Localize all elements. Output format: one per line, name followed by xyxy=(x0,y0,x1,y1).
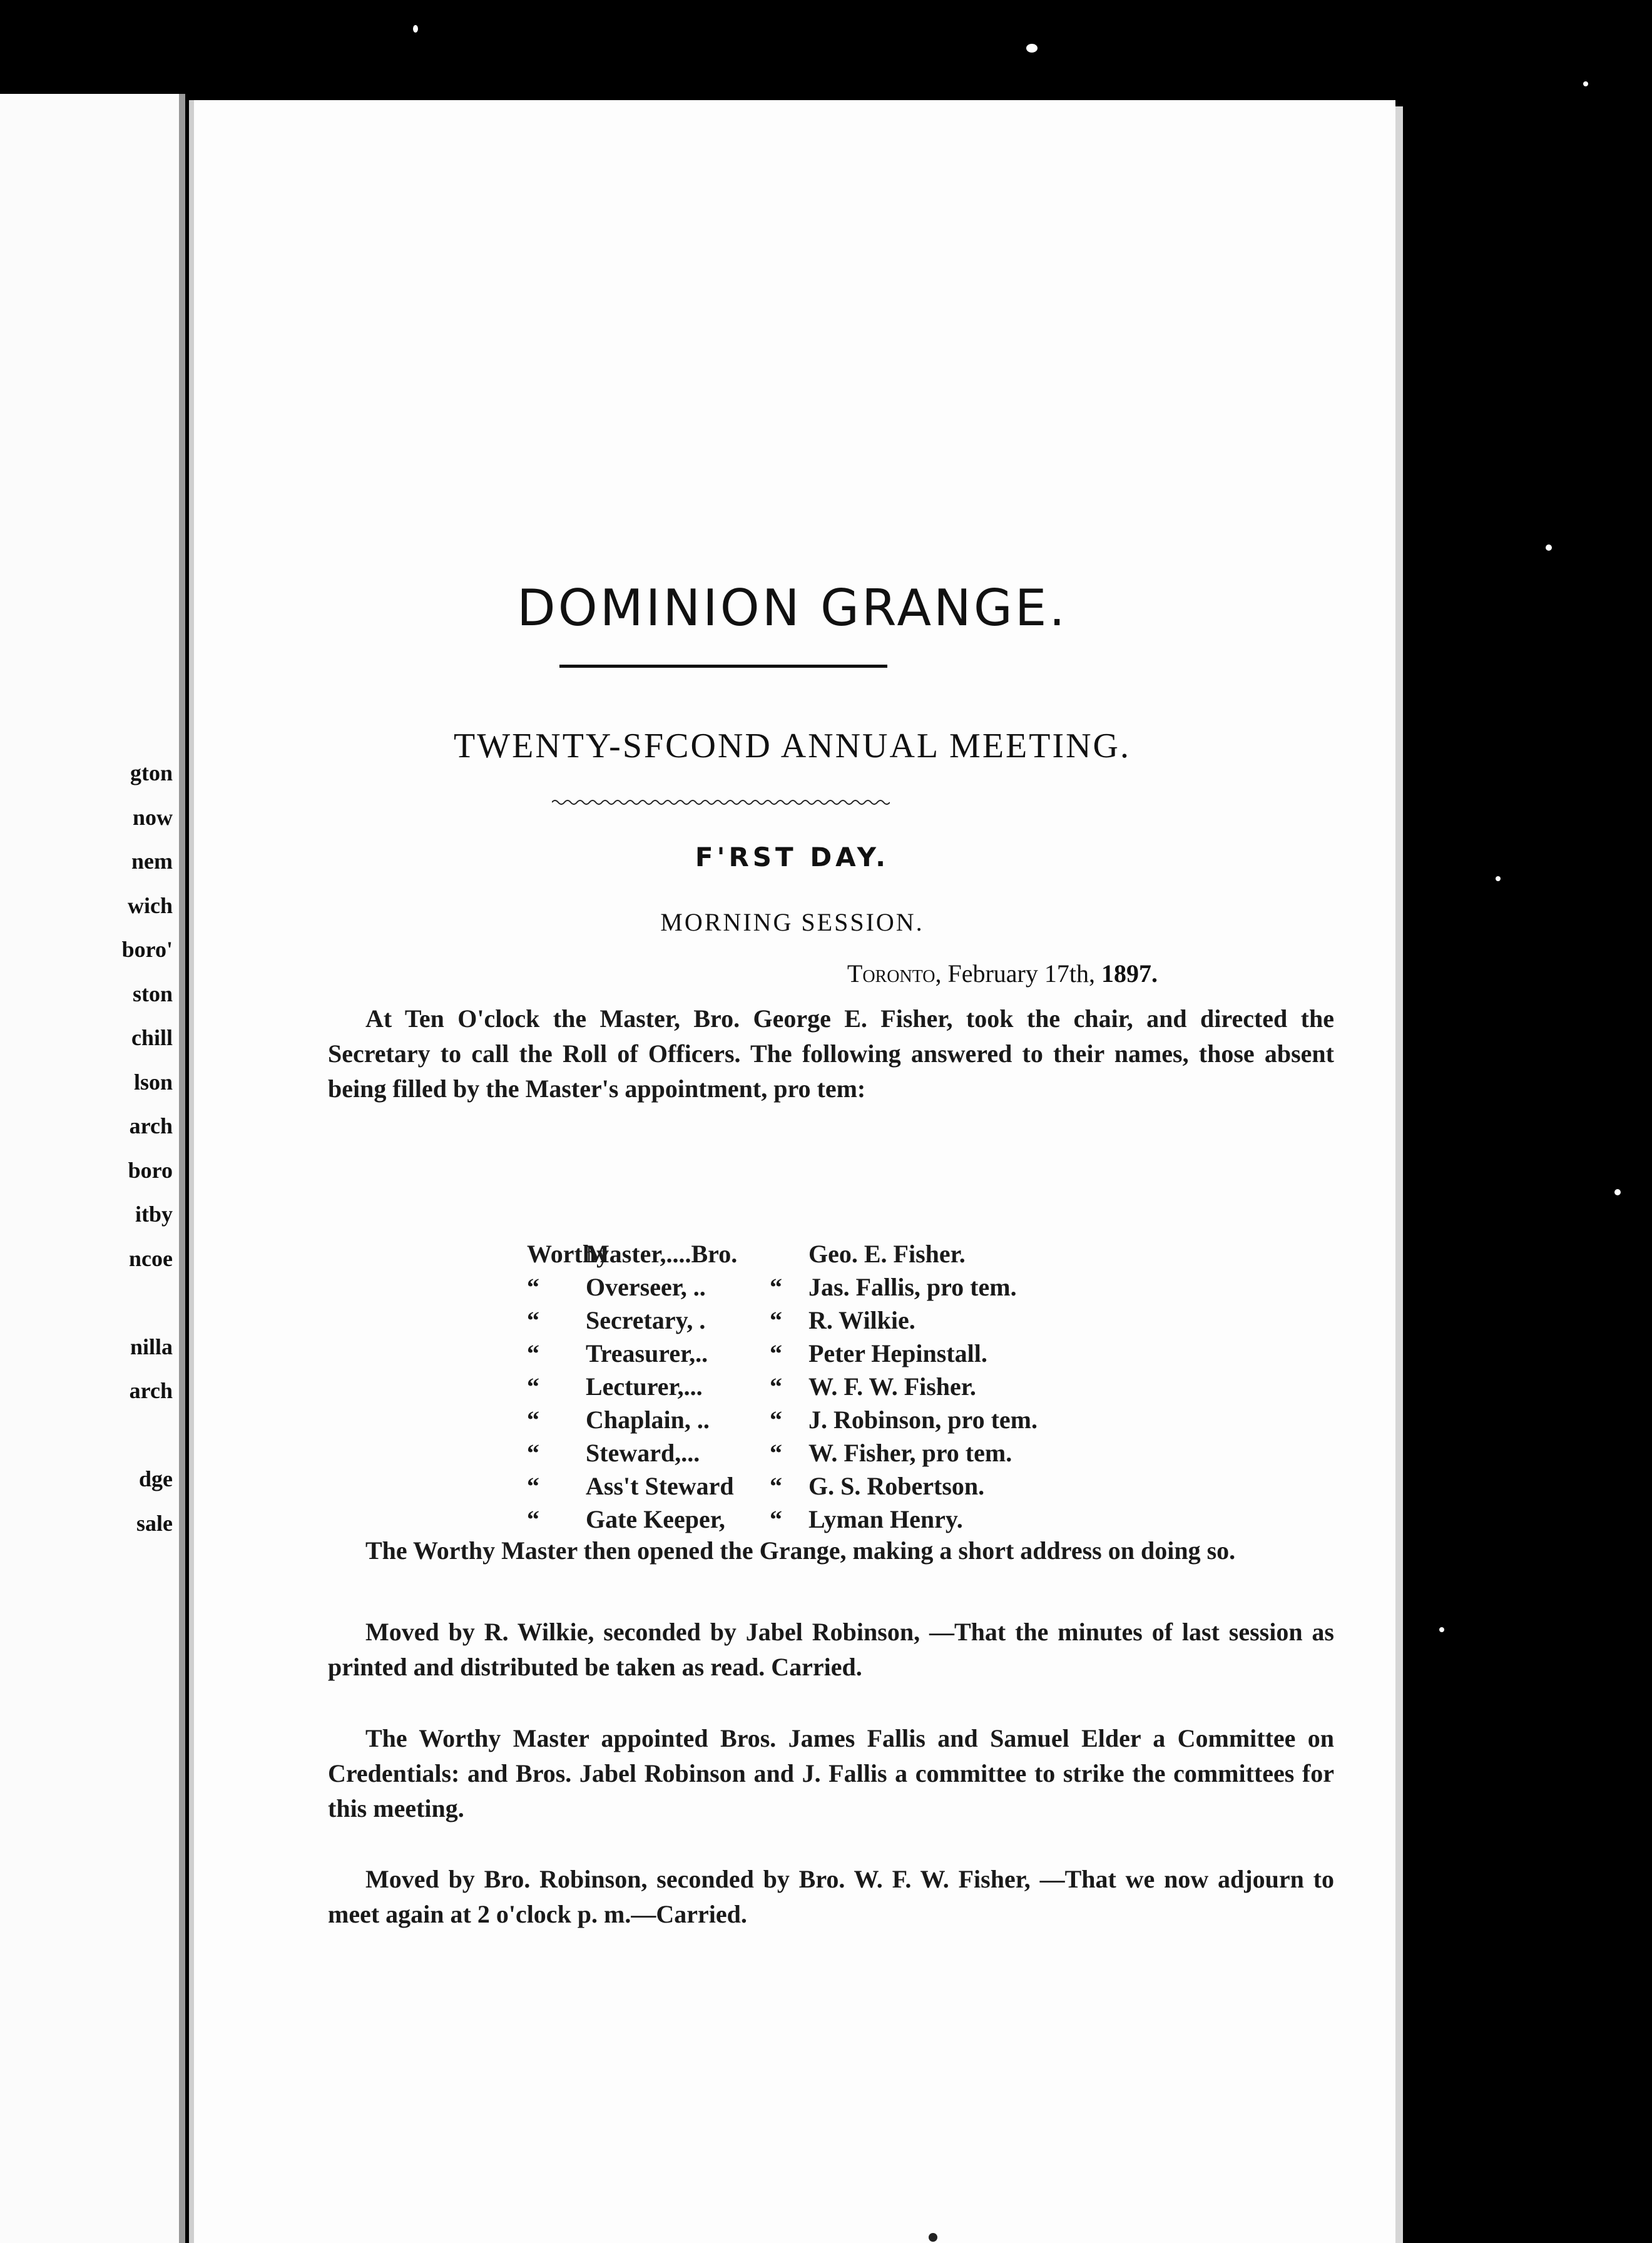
left-page-line: nem xyxy=(131,849,173,874)
officer-title: Steward,... xyxy=(586,1439,700,1467)
section-heading-day: F'RST DAY. xyxy=(695,842,890,872)
officer-row xyxy=(189,1339,1395,1370)
left-page-line: sale xyxy=(136,1510,173,1536)
left-page-line: nilla xyxy=(130,1334,173,1359)
officer-row xyxy=(189,1405,1395,1436)
officer-prefix: “ xyxy=(527,1372,539,1401)
left-page-line: arch xyxy=(129,1378,173,1403)
officer-title: Master,....Bro. xyxy=(586,1240,738,1268)
officer-row xyxy=(189,1505,1395,1536)
officer-ditto: “ xyxy=(770,1339,782,1367)
paragraph-roll-call xyxy=(328,1001,1334,1106)
scan-speck xyxy=(1614,1189,1621,1195)
officer-name: Peter Hepinstall. xyxy=(808,1339,987,1367)
left-page-line: arch xyxy=(129,1113,173,1138)
left-page-line: boro' xyxy=(121,937,173,962)
officer-row xyxy=(189,1438,1395,1469)
officer-title: Lecturer,... xyxy=(586,1372,703,1401)
left-page-line: gton xyxy=(130,760,173,785)
scan-speck xyxy=(413,25,418,33)
officer-ditto: “ xyxy=(770,1406,782,1434)
officer-prefix: “ xyxy=(527,1406,539,1434)
left-page-line: chill xyxy=(131,1025,173,1050)
officer-name: Geo. E. Fisher. xyxy=(808,1240,966,1268)
officer-ditto: “ xyxy=(770,1372,782,1401)
officer-title: Treasurer,.. xyxy=(586,1339,708,1367)
officer-name: W. Fisher, pro tem. xyxy=(808,1439,1012,1467)
officer-prefix: Worthy xyxy=(527,1240,609,1268)
scan-speck xyxy=(1026,44,1038,53)
officer-ditto: “ xyxy=(770,1439,782,1467)
officer-title: Gate Keeper, xyxy=(586,1505,725,1533)
officer-name: Jas. Fallis, pro tem. xyxy=(808,1273,1017,1301)
officer-row xyxy=(189,1239,1395,1270)
left-page-line: wich xyxy=(128,892,173,918)
scan-speck xyxy=(1546,544,1552,551)
officer-name: J. Robinson, pro tem. xyxy=(808,1406,1038,1434)
scan-speck xyxy=(1496,876,1501,881)
officer-ditto: “ xyxy=(770,1306,782,1334)
officer-row xyxy=(189,1372,1395,1403)
officer-ditto: “ xyxy=(770,1273,782,1301)
page-subtitle: TWENTY-SFCOND ANNUAL MEETING. xyxy=(454,727,1131,765)
paragraph-committees xyxy=(328,1721,1334,1826)
officer-ditto: “ xyxy=(770,1505,782,1533)
paragraph-adjourn-motion xyxy=(328,1862,1334,1932)
paragraph-text: The Worthy Master then opened the Grange, making a short address on doing so. xyxy=(365,1536,1236,1565)
page-gutter xyxy=(179,94,185,2243)
dateline-year: 1897. xyxy=(1101,959,1158,988)
left-page-line: ncoe xyxy=(129,1245,173,1271)
page-title: DOMINION GRANGE. xyxy=(517,579,1068,637)
officer-name: G. S. Robertson. xyxy=(808,1472,985,1500)
title-rule xyxy=(559,665,887,668)
left-page-line: boro xyxy=(128,1157,173,1183)
right-page-edge xyxy=(1395,106,1403,2243)
dateline-city: Toronto, xyxy=(847,959,942,988)
left-page-line: lson xyxy=(133,1069,173,1095)
officer-prefix: “ xyxy=(527,1339,539,1367)
paragraph-minutes-motion xyxy=(328,1615,1334,1685)
left-page-line: dge xyxy=(139,1466,173,1491)
paragraph-text: Moved by R. Wilkie, seconded by Jabel Robinson, —That the minutes of last session as printed and distributed be taken as read. Carried. xyxy=(328,1618,1334,1681)
wavy-divider xyxy=(552,796,890,809)
officer-name: W. F. W. Fisher. xyxy=(808,1372,976,1401)
page-mark xyxy=(929,2233,937,2242)
officer-prefix: “ xyxy=(527,1273,539,1301)
section-heading-session: MORNING SESSION. xyxy=(660,908,924,936)
scan-speck xyxy=(1439,1627,1444,1632)
officer-name: R. Wilkie. xyxy=(808,1306,915,1334)
officer-row xyxy=(189,1272,1395,1304)
officer-prefix: “ xyxy=(527,1439,539,1467)
document-page xyxy=(189,100,1395,2243)
officer-row xyxy=(189,1471,1395,1503)
officer-row xyxy=(189,1305,1395,1337)
officer-title: Chaplain, .. xyxy=(586,1406,710,1434)
officer-title: Overseer, .. xyxy=(586,1273,706,1301)
dateline xyxy=(847,959,1158,988)
officer-ditto: “ xyxy=(770,1472,782,1500)
paragraph-opening xyxy=(328,1533,1334,1568)
officer-prefix: “ xyxy=(527,1306,539,1334)
officer-name: Lyman Henry. xyxy=(808,1505,963,1533)
left-page-line: now xyxy=(132,804,173,830)
left-page-line: ston xyxy=(132,981,173,1006)
left-facing-page xyxy=(0,94,185,2243)
officer-prefix: “ xyxy=(527,1472,539,1500)
officer-prefix: “ xyxy=(527,1505,539,1533)
officer-title: Secretary, . xyxy=(586,1306,706,1334)
left-page-line: itby xyxy=(135,1202,173,1227)
scan-speck xyxy=(1583,81,1588,86)
paragraph-text: The Worthy Master appointed Bros. James Fallis and Samuel Elder a Committee on Credentials: and Bros. Jabel Robinson and J. Fallis a committee to strike the committees for this meeting. xyxy=(328,1724,1334,1822)
paragraph-text: Moved by Bro. Robinson, seconded by Bro. W. F. W. Fisher, —That we now adjourn to meet again at 2 o'clock p. m.—Carried. xyxy=(328,1865,1334,1928)
officer-title: Ass't Steward xyxy=(586,1472,734,1500)
dateline-date: February 17th, xyxy=(947,959,1095,988)
page-edge xyxy=(189,100,194,2243)
paragraph-text: At Ten O'clock the Master, Bro. George E. Fisher, took the chair, and directed the Secretary to call the Roll of Officers. The following answered to their names, those absent being filled by the Master's appointment, pro tem: xyxy=(328,1004,1334,1103)
